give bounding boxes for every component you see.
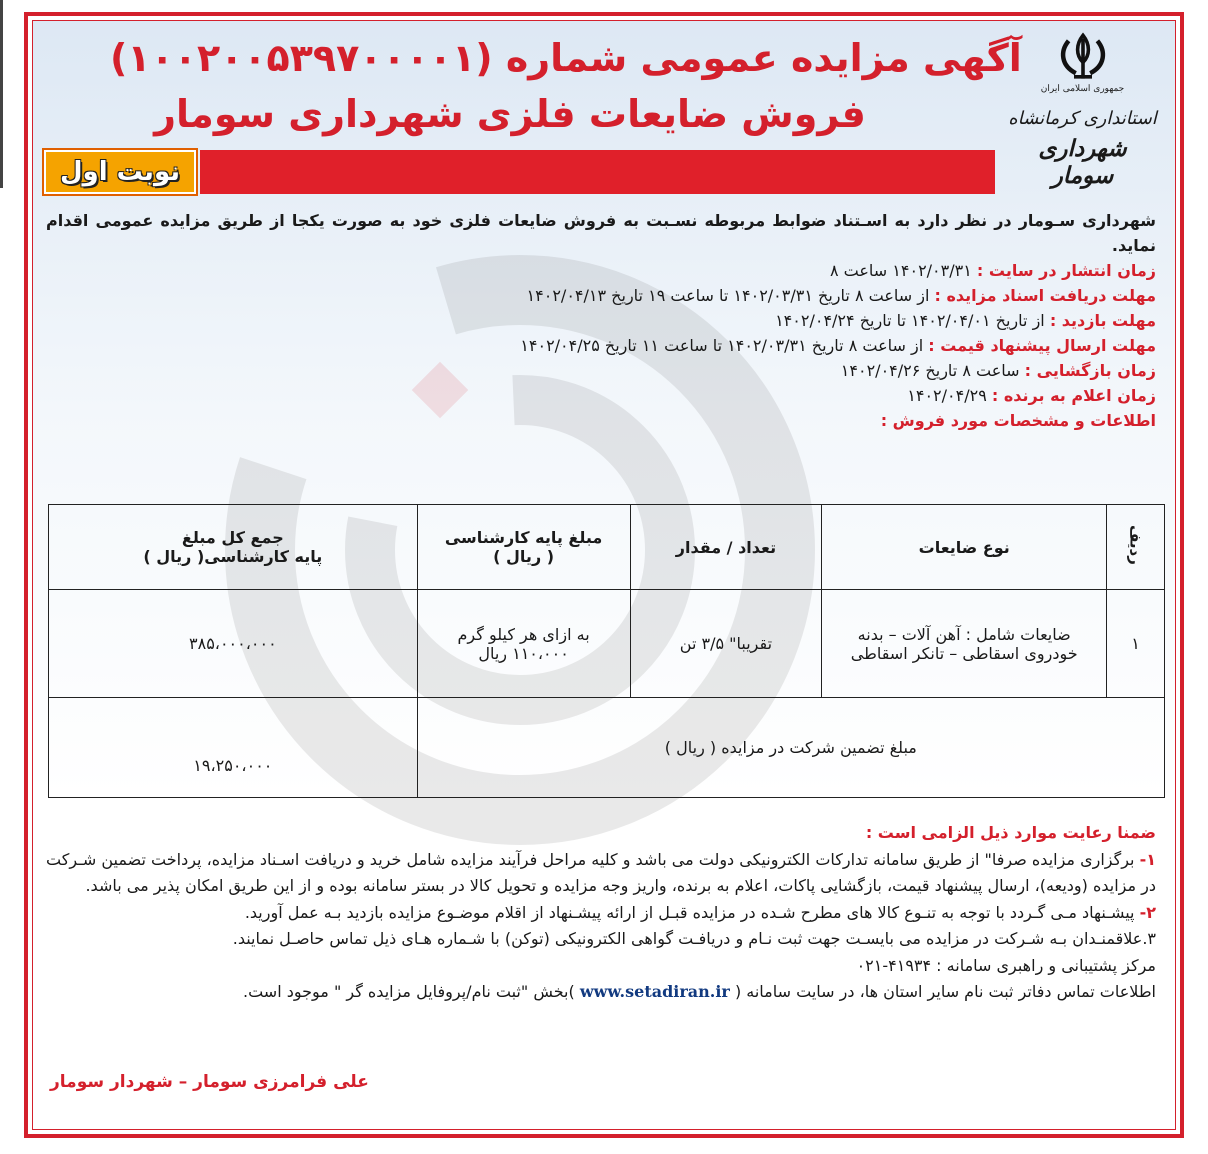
schedule-label: مهلت ارسال پیشنهاد قیمت : — [928, 336, 1156, 355]
note-text: پیشـنهاد مـی گـردد با توجه به تنـوع کالا های مطرح شـده در مزایده قبـل از ارائه پیشـنهاد از اقلام موضـوع مزایده بازدید بـه عمل آورید. — [244, 902, 1140, 922]
schedule-label: زمان اعلام به برنده : — [991, 386, 1156, 405]
schedule-label: مهلت بازدید : — [1049, 311, 1156, 330]
schedule-value: از ساعت ۸ تاریخ ۱۴۰۲/۰۳/۳۱ تا ساعت ۱۹ تاریخ ۱۴۰۲/۰۴/۱۳ — [526, 286, 935, 305]
schedule-label: زمان انتشار در سایت : — [976, 261, 1156, 280]
header-quantity: تعداد / مقدار — [630, 505, 822, 590]
note-number: ۱- — [1139, 849, 1156, 869]
support-line: مرکز پشتیبانی و راهبری سامانه : ۴۱۹۳۴-۰۲۱ — [856, 955, 1156, 975]
ad-body — [46, 208, 1156, 433]
header-red-bar — [200, 150, 995, 194]
schedule-line — [46, 283, 1156, 308]
table-header-row — [49, 505, 1165, 590]
guarantee-label: مبلغ تضمین شرکت در مزایده ( ریال ) — [417, 698, 1164, 798]
signature: علی فرامرزی سومار – شهردار سومار — [50, 1072, 369, 1092]
schedule-line — [46, 383, 1156, 408]
cell-quantity: تقریبا" ۳/۵ تن — [630, 590, 822, 698]
note-item: ۳.علاقمنـدان بـه شـرکت در مزایده می بایسـت جهت ثبت نـام و دریافـت گواهی الکترونیکی (توکن) با شـماره هـای ذیل تماس حاصـل نمایند. — [232, 929, 1156, 948]
schedule-value: از ساعت ۸ تاریخ ۱۴۰۲/۰۳/۳۱ تا ساعت ۱۱ تاریخ ۱۴۰۲/۰۴/۲۵ — [520, 336, 929, 355]
schedule-label: زمان بازگشایی : — [1024, 361, 1156, 380]
schedule-label: اطلاعات و مشخصات مورد فروش : — [880, 411, 1156, 430]
note-item — [46, 900, 1156, 927]
guarantee-row — [49, 698, 1165, 798]
header-scrap-type: نوع ضایعات — [822, 505, 1107, 590]
contact-line — [46, 979, 1156, 1006]
schedule-line — [46, 333, 1156, 358]
ad-title: آگهی مزایده عمومی شماره (۱۰۰۲۰۰۵۳۹۷۰۰۰۰۱) — [110, 36, 1022, 80]
schedule-label: مهلت دریافت اسناد مزایده : — [934, 286, 1156, 305]
schedule-value: از تاریخ ۱۴۰۲/۰۴/۰۱ تا تاریخ ۱۴۰۲/۰۴/۲۴ — [775, 311, 1050, 330]
schedule-line — [46, 258, 1156, 283]
header-row-number: ردیف — [1107, 505, 1165, 590]
schedule-line — [46, 308, 1156, 333]
round-badge-label: نوبت اول — [59, 157, 181, 187]
cell-total-price: ۳۸۵،۰۰۰،۰۰۰ — [49, 590, 418, 698]
ad-subtitle: فروش ضایعات فلزی شهرداری سومار — [154, 92, 866, 136]
contact-text-after: )بخش "ثبت نام/پروفایل مزایده گر " موجود است. — [243, 982, 575, 1001]
cell-base-price: به ازای هر کیلو گرم ۱۱۰،۰۰۰ ریال — [417, 590, 630, 698]
note-text: برگزاری مزایده صرفا" از طریق سامانه تدارکات الکترونیکی دولت می باشد و کلیه مراحل فرآیند مزایده شامل خرید و دریافت اسـناد مزایده، پرداخت تضمین شـرکت در مزایده (ودیعه)، ارسال پیشنهاد قیمت، بازگشایی پاکات، اعلام به برنده، واریز وجه مزایده و تحویل کالا در بستر سامانه بوده و از این طریق امکان پذیر می باشد. — [46, 849, 1156, 895]
schedule-value: ساعت ۸ تاریخ ۱۴۰۲/۰۴/۲۶ — [840, 361, 1025, 380]
schedule-value: ۱۴۰۲/۰۳/۳۱ ساعت ۸ — [829, 261, 977, 280]
municipality-logo — [1005, 30, 1160, 200]
note-item — [46, 847, 1156, 900]
cell-row-number: ۱ — [1107, 590, 1165, 698]
schedule-line — [46, 358, 1156, 383]
setadiran-link[interactable]: www.setadiran.ir — [579, 982, 730, 1001]
items-table — [48, 504, 1165, 798]
logo-municipality-text: شهرداری سومار — [1038, 135, 1127, 189]
logo-province-text: استانداری کرمانشاه — [1008, 108, 1157, 129]
round-badge — [44, 150, 196, 194]
note-number: ۲- — [1139, 902, 1156, 922]
contact-text-before: اطلاعات تماس دفاتر ثبت نام سایر استان ها، در سایت سامانه ( — [734, 982, 1156, 1001]
schedule-value: ۱۴۰۲/۰۴/۲۹ — [907, 386, 992, 405]
notes-section — [46, 820, 1156, 1006]
guarantee-value: ۱۹،۲۵۰،۰۰۰ — [49, 698, 418, 798]
logo-country-text: جمهوری اسلامی ایران — [1040, 84, 1125, 94]
header-total-price: جمع کل مبلغ پایه کارشناسی( ریال ) — [49, 505, 418, 590]
cell-scrap-type: ضایعات شامل : آهن آلات – بدنه خودروی اسقاطی – تانکر اسقاطی — [822, 590, 1107, 698]
schedule-line — [46, 408, 1156, 433]
header-base-price: مبلغ پایه کارشناسی ( ریال ) — [417, 505, 630, 590]
iran-emblem-icon — [1056, 30, 1110, 84]
notes-heading: ضمنا رعایت موارد ذیل الزامی است : — [865, 823, 1156, 842]
intro-paragraph: شهرداری سـومار در نظر دارد به اسـتناد ضوابط مربوطه نسـبت به فروش ضایعات فلزی خود به صورت یکجا از طریق مزایده عمومی اقدام نماید. — [46, 211, 1156, 255]
page-edge-line — [0, 0, 3, 188]
table-row — [49, 590, 1165, 698]
